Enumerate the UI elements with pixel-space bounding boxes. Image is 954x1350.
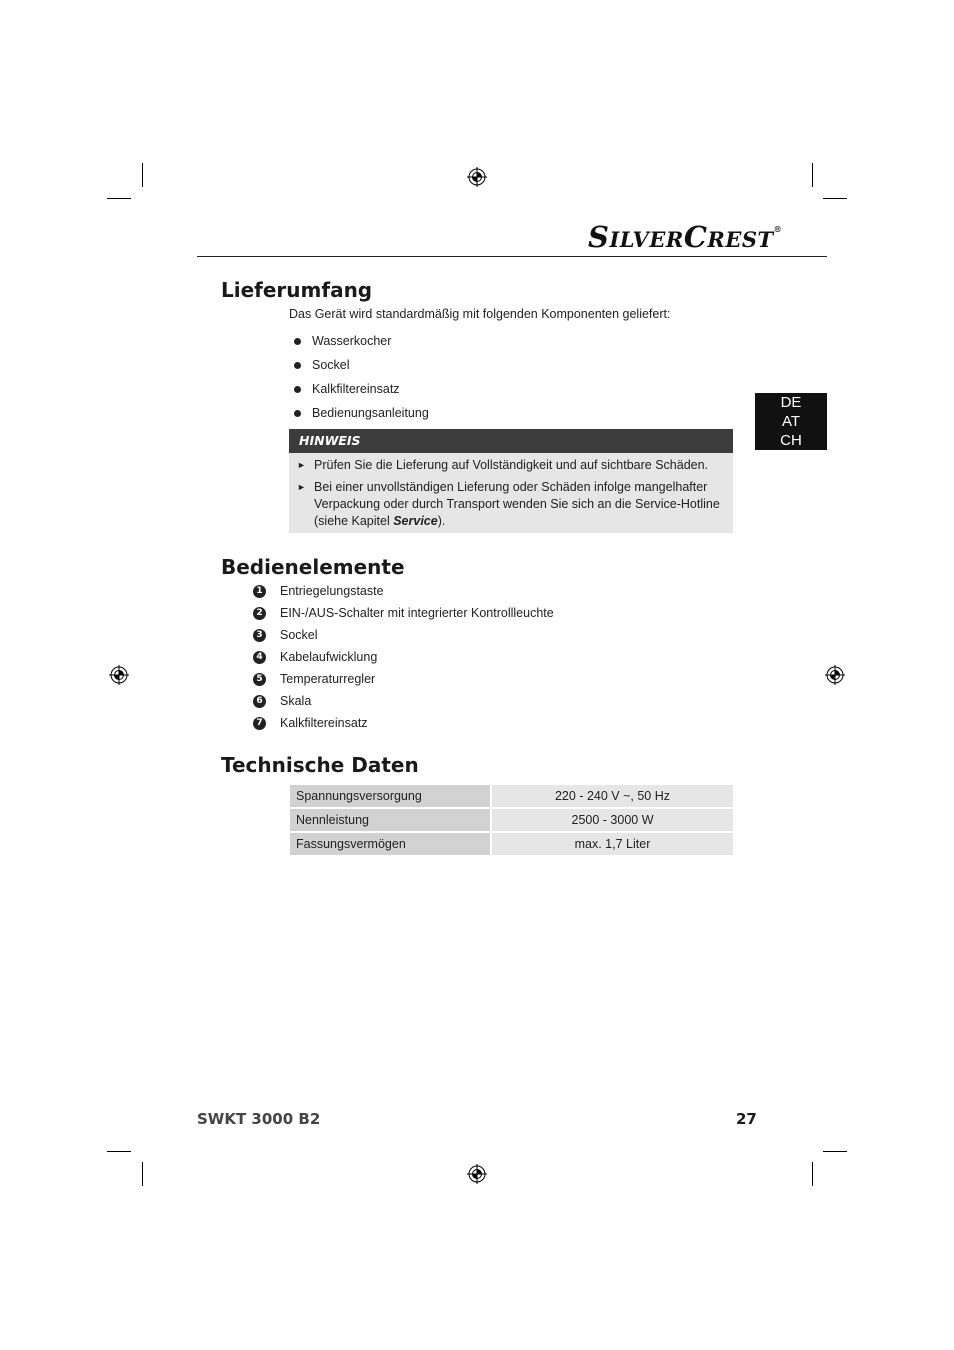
table-cell-value: 2500 - 3000 W: [492, 809, 733, 833]
crop-mark: [142, 1162, 143, 1186]
lieferumfang-list: [294, 329, 429, 425]
lieferumfang-intro: Das Gerät wird standardmäßig mit folgenden Komponenten geliefert:: [289, 307, 671, 321]
crop-mark: [812, 163, 813, 187]
crop-mark: [823, 198, 847, 199]
bullet-icon: [294, 362, 301, 369]
list-item: 7 Kalkfiltereinsatz: [253, 712, 554, 734]
language-code: CH: [780, 432, 802, 449]
number-badge: 2: [253, 607, 266, 620]
section-title-bedienelemente: Bedienelemente: [221, 555, 405, 579]
note-heading: HINWEIS: [289, 429, 733, 453]
list-item: 1 Entriegelungstaste: [253, 580, 554, 602]
list-item: Wasserkocher: [294, 329, 429, 353]
list-item: 2 EIN-/AUS-Schalter mit integrierter Kontrollleuchte: [253, 602, 554, 624]
section-title-lieferumfang: Lieferumfang: [221, 278, 373, 302]
bullet-icon: [294, 338, 301, 345]
registration-mark-icon: [467, 1164, 487, 1184]
language-code: DE: [780, 394, 802, 411]
registration-mark-icon: [467, 167, 487, 187]
table-row: [290, 785, 733, 809]
table-row: [290, 809, 733, 833]
number-badge: 1: [253, 585, 266, 598]
table-cell-key: Fassungsvermögen: [290, 833, 492, 857]
arrow-right-icon: ►: [297, 460, 306, 470]
list-item: Kalkfiltereinsatz: [294, 377, 429, 401]
registration-mark-icon: [109, 665, 129, 685]
table-cell-value: 220 - 240 V ~, 50 Hz: [492, 785, 733, 809]
note-box: HINWEIS ► Prüfen Sie die Lieferung auf Vollständigkeit und auf sichtbare Schäden. ► Bei einer unvollständigen Lieferung oder Schäden infolge mangelhafter Verpackung oder durch Transport wenden Sie sich an die Service-Hotline (siehe Kapitel Service).: [289, 429, 733, 533]
page-number: 27: [736, 1110, 757, 1128]
list-item: Bedienungsanleitung: [294, 401, 429, 425]
table-cell-value: max. 1,7 Liter: [492, 833, 733, 857]
crop-mark: [142, 163, 143, 187]
section-title-technische-daten: Technische Daten: [221, 753, 419, 777]
list-item: 5 Temperaturregler: [253, 668, 554, 690]
footer-model: SWKT 3000 B2: [197, 1110, 321, 1128]
arrow-right-icon: ►: [297, 482, 306, 492]
number-badge: 3: [253, 629, 266, 642]
bedienelemente-list: [253, 580, 554, 734]
bullet-icon: [294, 410, 301, 417]
registration-mark-icon: [825, 665, 845, 685]
number-badge: 4: [253, 651, 266, 664]
list-item: 6 Skala: [253, 690, 554, 712]
language-code: AT: [781, 413, 801, 430]
list-item: 4 Kabelaufwicklung: [253, 646, 554, 668]
crop-mark: [823, 1151, 847, 1152]
table-row: [290, 833, 733, 857]
table-cell-key: Nennleistung: [290, 809, 492, 833]
number-badge: 5: [253, 673, 266, 686]
number-badge: 7: [253, 717, 266, 730]
spec-table: [290, 785, 733, 857]
list-item: Sockel: [294, 353, 429, 377]
list-item: 3 Sockel: [253, 624, 554, 646]
table-cell-key: Spannungsversorgung: [290, 785, 492, 809]
header-rule: [197, 256, 827, 257]
crop-mark: [107, 1151, 131, 1152]
crop-mark: [812, 1162, 813, 1186]
bullet-icon: [294, 386, 301, 393]
number-badge: 6: [253, 695, 266, 708]
language-tab: [755, 393, 827, 450]
crop-mark: [107, 198, 131, 199]
brand-logo: SILVERCREST®: [588, 220, 783, 254]
